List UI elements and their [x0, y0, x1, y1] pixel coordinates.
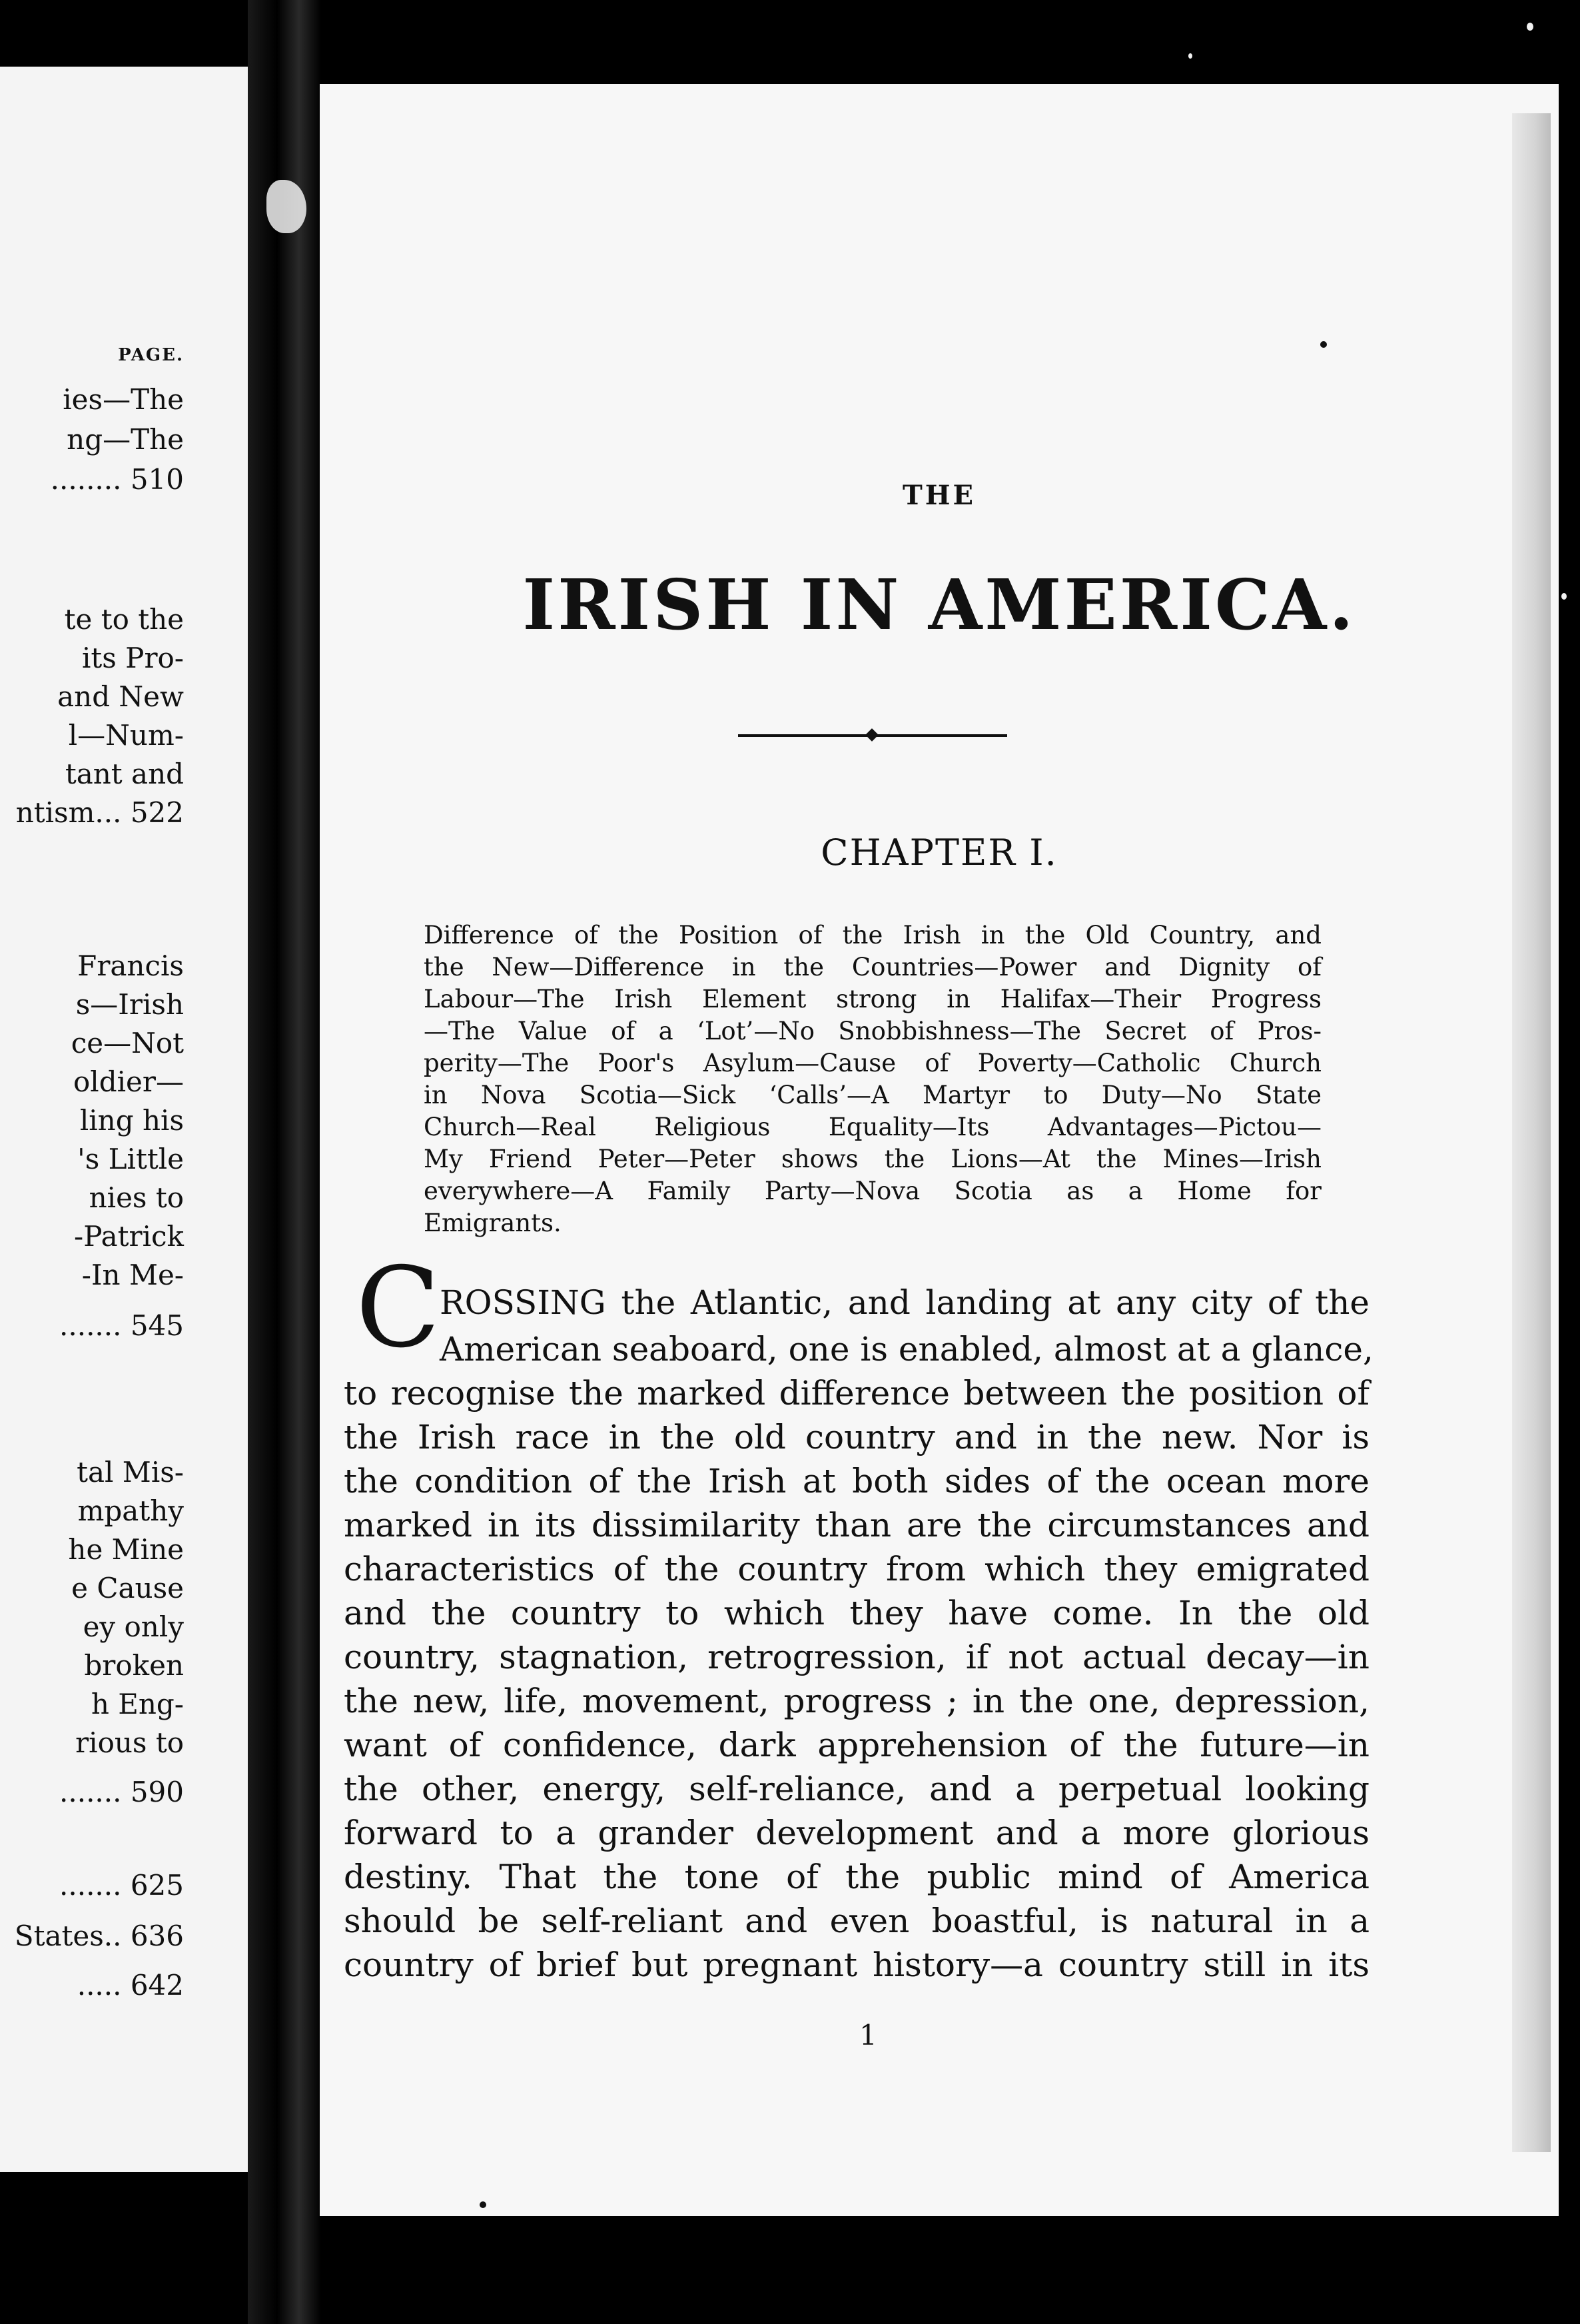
book-spine — [248, 0, 321, 2324]
drop-cap: C — [356, 1244, 441, 1373]
toc-line: te to the — [64, 603, 184, 636]
chapter-synopsis — [424, 919, 1322, 1239]
body-line: should be self-reliant and even boastful, is natural in a — [344, 1902, 1370, 1940]
body-line: American seaboard, one is enabled, almost at a glance, — [440, 1330, 1374, 1369]
body-line: the new, life, movement, progress ; in the one, depression, — [344, 1682, 1370, 1720]
synopsis-line: Labour—The Irish Element strong in Halifax—Their Progress — [424, 985, 1322, 1013]
toc-line: ey only — [83, 1610, 184, 1643]
body-line: and the country to which they have come. In the old — [344, 1594, 1370, 1632]
synopsis-line: the New—Difference in the Countries—Power and Dignity of — [424, 953, 1322, 981]
toc-line: rious to — [75, 1726, 184, 1759]
title-article: THE — [902, 480, 977, 511]
toc-line: ies—The — [63, 383, 184, 416]
toc-line: oldier— — [73, 1065, 184, 1098]
body-line: destiny. That the tone of the public mind of America — [344, 1858, 1370, 1896]
toc-line: tant and — [65, 758, 184, 790]
toc-line: ntism... 522 — [15, 796, 184, 829]
toc-line: he Mine — [68, 1533, 184, 1566]
toc-line: -Patrick — [74, 1220, 184, 1253]
toc-line: tal Mis- — [77, 1456, 184, 1488]
toc-line: h Eng- — [91, 1688, 184, 1720]
body-line: country of brief but pregnant history—a country still in its — [344, 1946, 1370, 1984]
synopsis-line: Church—Real Religious Equality—Its Advantages—Pictou— — [424, 1113, 1322, 1141]
toc-line: ling his — [79, 1104, 184, 1137]
toc-line: mpathy — [77, 1494, 184, 1527]
chapter-heading: CHAPTER I. — [821, 832, 1058, 873]
synopsis-line: —The Value of a ‘Lot’—No Snobbishness—The Secret of Pros- — [424, 1017, 1322, 1045]
toc-line: ....... 545 — [59, 1309, 184, 1342]
scan-speck — [1561, 593, 1567, 600]
toc-line: 's Little — [77, 1143, 184, 1175]
toc-line: l—Num- — [68, 719, 184, 752]
toc-line: nies to — [89, 1181, 184, 1214]
toc-line: ..... 642 — [77, 1969, 184, 2002]
body-line: to recognise the marked difference between the position of — [344, 1374, 1370, 1413]
scan-speck — [1188, 53, 1192, 59]
toc-line: and New — [57, 680, 184, 713]
synopsis-line: everywhere—A Family Party—Nova Scotia as a Home for — [424, 1177, 1322, 1205]
toc-line: ce—Not — [71, 1027, 184, 1059]
left-page — [0, 67, 248, 2172]
body-line: ROSSING the Atlantic, and landing at any city of the — [440, 1283, 1370, 1322]
toc-line: ....... 590 — [59, 1776, 184, 1808]
page-edge — [1512, 113, 1551, 2152]
scan-speck — [480, 2201, 486, 2208]
synopsis-line: My Friend Peter—Peter shows the Lions—At the Mines—Irish — [424, 1145, 1322, 1173]
toc-line: broken — [84, 1649, 184, 1682]
body-line: country, stagnation, retrogression, if not actual decay—in — [344, 1638, 1370, 1676]
toc-line: e Cause — [71, 1572, 184, 1604]
toc-line: States.. 636 — [14, 1920, 184, 1952]
synopsis-line: perity—The Poor's Asylum—Cause of Poverty—Catholic Church — [424, 1049, 1322, 1077]
body-line: characteristics of the country from which they emigrated — [344, 1550, 1370, 1588]
synopsis-line: Emigrants. — [424, 1209, 562, 1237]
body-line: the condition of the Irish at both sides of the ocean more — [344, 1462, 1370, 1500]
body-line: the Irish race in the old country and in the new. Nor is — [344, 1418, 1370, 1456]
body-line: want of confidence, dark apprehension of the future—in — [344, 1726, 1370, 1764]
toc-line: ng—The — [67, 423, 184, 456]
body-line: marked in its dissimilarity than are the circumstances and — [344, 1506, 1370, 1544]
page-column-label: PAGE. — [118, 345, 184, 365]
toc-line: -In Me- — [81, 1259, 184, 1291]
book-title: IRISH IN AMERICA. — [522, 564, 1356, 646]
toc-line: ....... 625 — [59, 1869, 184, 1902]
body-line: the other, energy, self-reliance, and a perpetual looking — [344, 1770, 1370, 1808]
toc-line: ........ 510 — [50, 463, 184, 496]
toc-line: s—Irish — [75, 988, 184, 1021]
scan-speck — [1527, 23, 1533, 31]
scan-speck — [1320, 341, 1327, 348]
body-line: forward to a grander development and a more glorious — [344, 1814, 1370, 1852]
synopsis-line: Difference of the Position of the Irish in the Old Country, and — [424, 921, 1322, 949]
toc-line: Francis — [77, 949, 184, 982]
toc-line: its Pro- — [81, 642, 184, 674]
page-number: 1 — [859, 2019, 877, 2051]
synopsis-line: in Nova Scotia—Sick ‘Calls’—A Martyr to Duty—No State — [424, 1081, 1322, 1109]
